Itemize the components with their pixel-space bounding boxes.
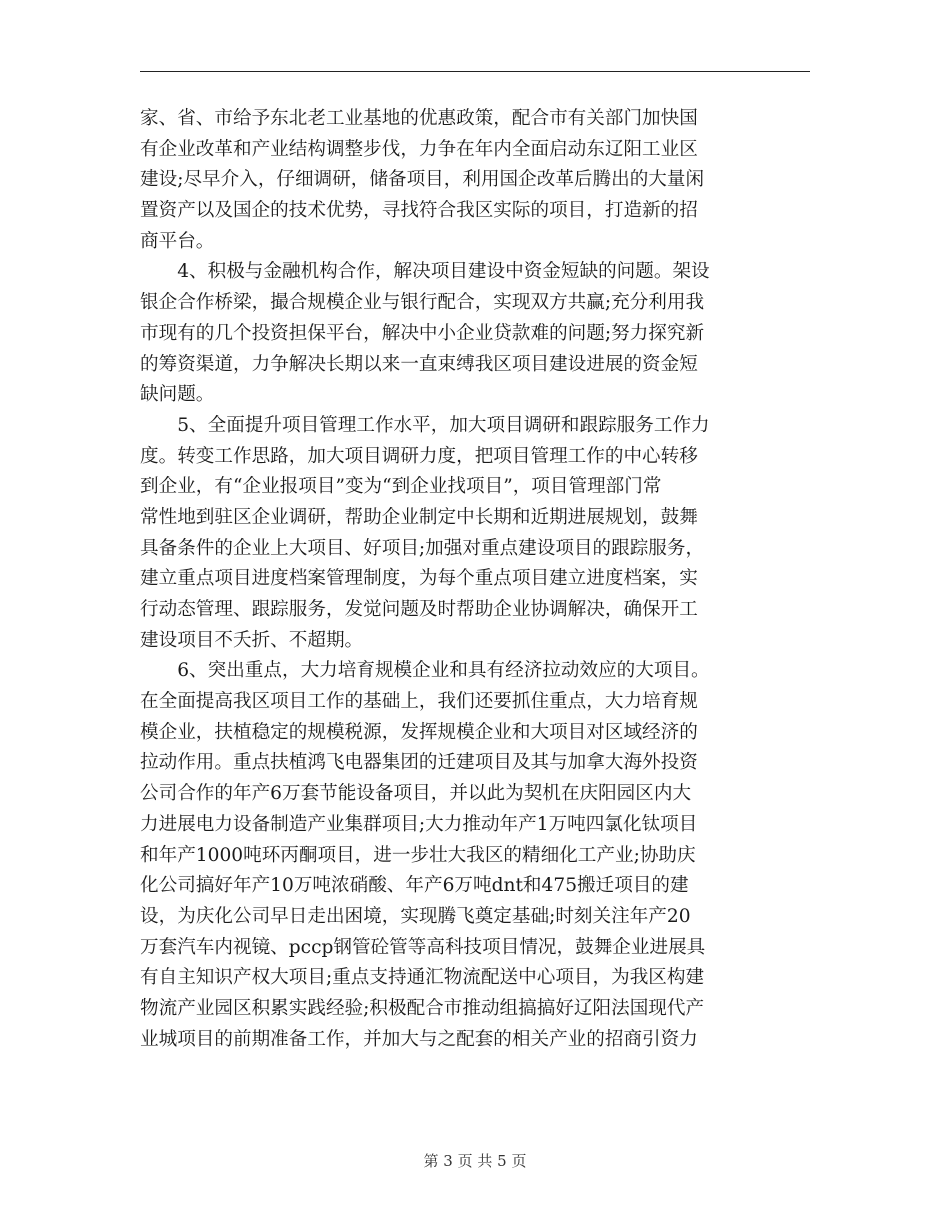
body-text [140,104,812,1055]
text-line: 在全面提高我区项目工作的基础上，我们还要抓住重点，大力培育规 [140,691,698,713]
text-line: 化公司搞好年产10万吨浓硝酸、年产6万吨dnt和475搬迁项目的建 [140,875,689,897]
text-line: 行动态管理、跟踪服务，发觉问题及时帮助企业协调解决，确保开工 [140,599,698,620]
text-line: 有企业改革和产业结构调整步伐，力争在年内全面启动东辽阳工业区 [140,138,698,160]
text-line: 家、省、市给予东北老工业基地的优惠政策，配合市有关部门加快国 [140,108,698,129]
text-line: 市现有的几个投资担保平台，解决中小企业贷款难的问题;努力探究新 [140,322,705,344]
text-line: 物流产业园区积累实践经验;积极配合市推动组搞搞好辽阳法国现代产 [140,997,705,1019]
header-rule [140,71,810,72]
text-line: 4、积极与金融机构合作，解决项目建设中资金短缺的问题。架设 [140,261,710,283]
text-line: 缺问题。 [140,384,215,406]
text-line: 度。转变工作思路，加大项目调研力度，把项目管理工作的中心转移 [140,445,698,467]
text-line: 商平台。 [140,230,215,252]
text-line: 设，为庆化公司早日走出困境，实现腾飞奠定基础;时刻关注年产20 [140,905,691,927]
text-line: 力进展电力设备制造产业集群项目;大力推动年产1万吨四氯化钛项目 [140,813,698,835]
text-line: 5、全面提升项目管理工作水平，加大项目调研和跟踪服务工作力 [140,414,710,436]
text-line: 银企合作桥梁，撮合规模企业与银行配合，实现双方共赢;充分利用我 [140,292,705,314]
text-line: 公司合作的年产6万套节能设备项目，并以此为契机在庆阳园区内大 [140,783,692,805]
text-line: 模企业，扶植稳定的规模税源，发挥规模企业和大项目对区域经济的 [140,721,698,743]
text-line: 万套汽车内视镜、pccp钢管砼管等高科技项目情况，鼓舞企业进展具 [140,936,706,958]
text-line: 拉动作用。重点扶植鸿飞电器集团的迁建项目及其与加拿大海外投资 [140,752,698,774]
page-footer: 第 3 页 共 5 页 [423,1152,527,1170]
text-line: 到企业，有“企业报项目”变为“到企业找项目”，项目管理部门常 [140,476,662,498]
text-line: 常性地到驻区企业调研，帮助企业制定中长期和近期进展规划，鼓舞 [140,506,698,528]
text-line: 业城项目的前期准备工作，并加大与之配套的相关产业的招商引资力 [140,1028,698,1050]
text-line: 建设项目不夭折、不超期。 [140,629,364,651]
text-line: 置资产以及国企的技术优势，寻找符合我区实际的项目，打造新的招 [140,200,698,222]
text-line: 建设;尽早介入，仔细调研，储备项目，利用国企改革后腾出的大量闲 [140,169,705,191]
text-line: 的筹资渠道，力争解决长期以来一直束缚我区项目建设进展的资金短 [140,353,698,375]
text-line: 和年产1000吨环丙酮项目，进一步壮大我区的精细化工产业;协助庆 [140,844,696,866]
text-line: 有自主知识产权大项目;重点支持通汇物流配送中心项目，为我区构建 [140,967,705,989]
text-line: 建立重点项目进度档案管理制度，为每个重点项目建立进度档案，实 [140,568,698,590]
text-line: 6、突出重点，大力培育规模企业和具有经济拉动效应的大项目。 [140,660,710,682]
text-line: 具备条件的企业上大项目、好项目;加强对重点建设项目的跟踪服务， [140,537,705,559]
